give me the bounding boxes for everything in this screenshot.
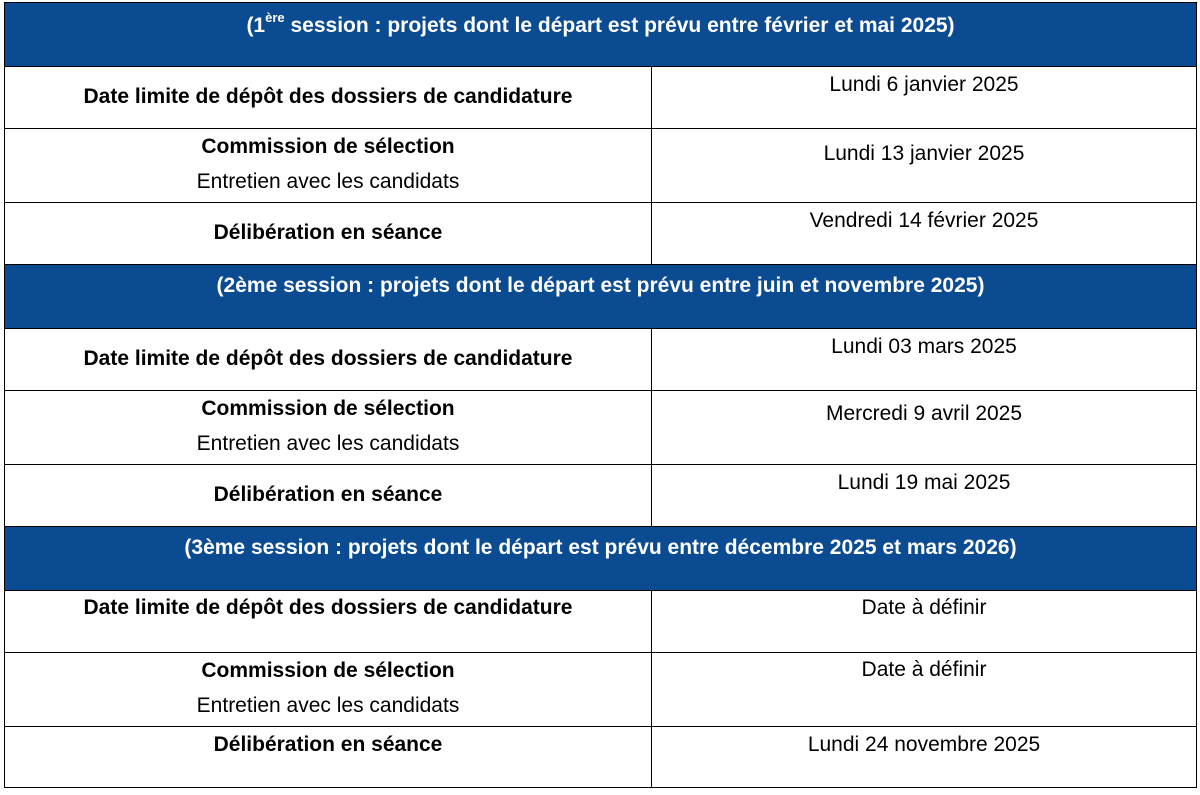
row-value-cell [652, 391, 1196, 464]
table-row [5, 391, 1196, 465]
row-date: Vendredi 14 février 2025 [809, 209, 1039, 232]
session-title-superscript: ère [265, 10, 285, 25]
row-label-cell [5, 591, 652, 652]
row-label: Date limite de dépôt des dossiers de candidature [83, 85, 573, 108]
row-value-cell [652, 591, 1196, 652]
row-sublabel: Entretien avec les candidats [196, 170, 460, 193]
session-title [246, 10, 955, 37]
row-label: Commission de sélection [201, 659, 455, 682]
row-label: Commission de sélection [201, 397, 455, 420]
table-row [5, 591, 1196, 653]
row-date: Lundi 19 mai 2025 [837, 471, 1011, 494]
row-value-cell [652, 67, 1196, 128]
row-label: Date limite de dépôt des dossiers de candidature [83, 596, 573, 619]
session-header [5, 527, 1196, 591]
table-row [5, 129, 1196, 203]
row-value-cell [652, 727, 1196, 787]
row-label-cell [5, 67, 652, 128]
session-title-rest: session : projets dont le départ est prévu entre février et mai 2025) [284, 14, 955, 37]
row-value-cell [652, 203, 1196, 264]
row-label-cell [5, 727, 652, 787]
session-header [5, 265, 1196, 329]
row-date: Lundi 13 janvier 2025 [823, 142, 1025, 165]
row-label-cell [5, 203, 652, 264]
session-header [5, 3, 1196, 67]
session-title-prefix: (1 [246, 14, 266, 37]
row-value-cell [652, 653, 1196, 726]
table-row [5, 465, 1196, 527]
row-label: Commission de sélection [201, 135, 455, 158]
row-label: Délibération en séance [213, 483, 443, 506]
table-row [5, 67, 1196, 129]
row-label: Délibération en séance [213, 733, 443, 756]
session-title: (2ème session : projets dont le départ est prévu entre juin et novembre 2025) [216, 274, 985, 297]
row-sublabel: Entretien avec les candidats [196, 432, 460, 455]
row-date: Lundi 24 novembre 2025 [807, 733, 1041, 756]
row-value-cell [652, 465, 1196, 526]
row-date: Lundi 03 mars 2025 [831, 335, 1017, 358]
row-label-cell [5, 329, 652, 390]
row-value-cell [652, 129, 1196, 202]
row-date: Date à définir [861, 658, 987, 681]
row-label-cell [5, 391, 652, 464]
table-row [5, 727, 1196, 787]
table-row [5, 203, 1196, 265]
row-label-cell [5, 653, 652, 726]
row-label-cell [5, 129, 652, 202]
row-label: Date limite de dépôt des dossiers de candidature [83, 347, 573, 370]
session-title: (3ème session : projets dont le départ est prévu entre décembre 2025 et mars 2026) [184, 536, 1017, 559]
row-date: Lundi 6 janvier 2025 [829, 73, 1019, 96]
row-sublabel: Entretien avec les candidats [196, 694, 460, 717]
row-label: Délibération en séance [213, 221, 443, 244]
table-row [5, 329, 1196, 391]
calendar-table [4, 2, 1197, 788]
row-value-cell [652, 329, 1196, 390]
table-row [5, 653, 1196, 727]
row-date: Mercredi 9 avril 2025 [825, 402, 1023, 425]
row-label-cell [5, 465, 652, 526]
row-date: Date à définir [861, 596, 987, 619]
